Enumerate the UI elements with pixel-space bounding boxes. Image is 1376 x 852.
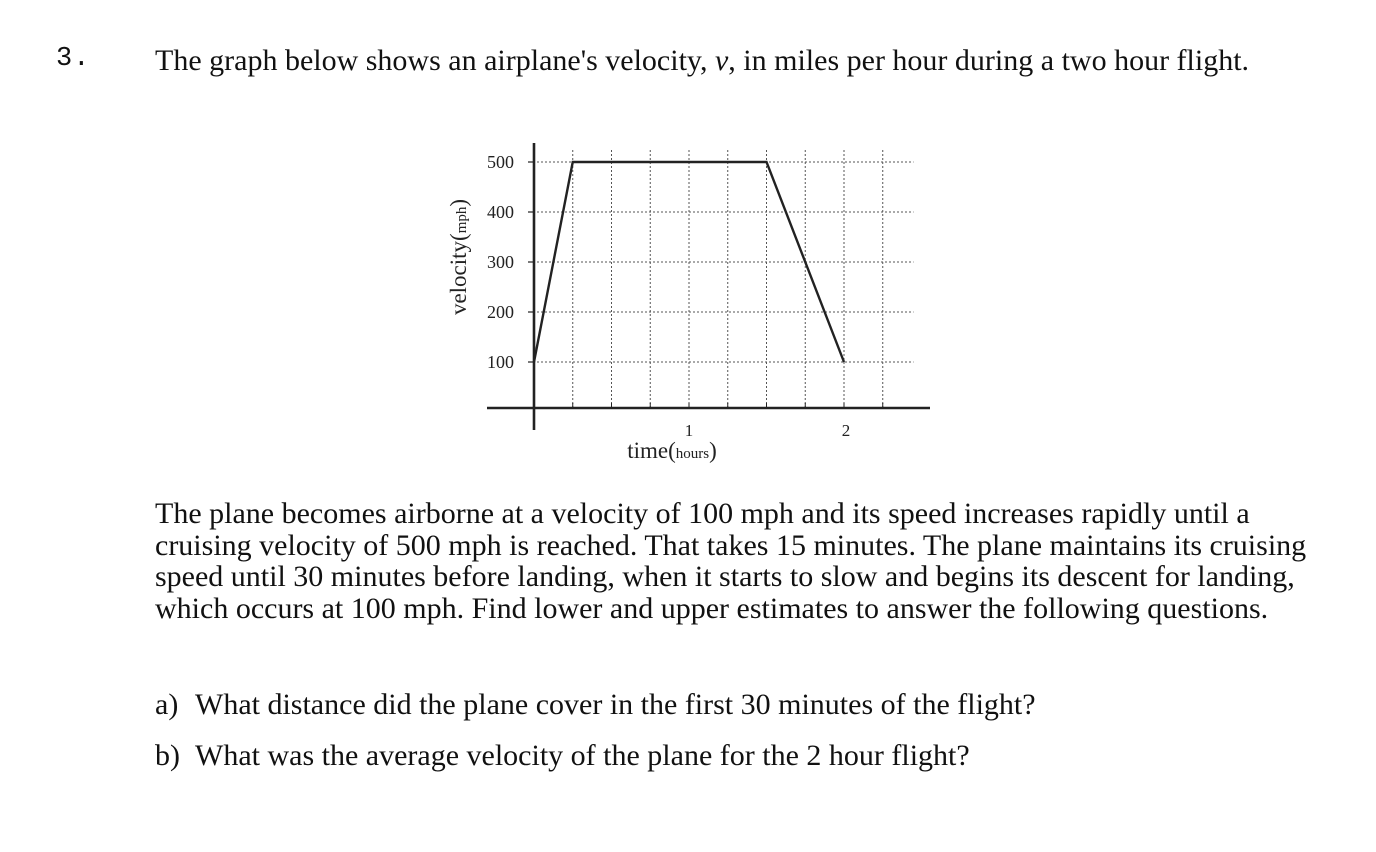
question-b-label: b) xyxy=(155,739,180,772)
intro-after: , in miles per hour during a two hour flight. xyxy=(728,44,1250,77)
x-tick-label-2: 2 xyxy=(841,421,851,440)
x-axis-label xyxy=(627,438,717,463)
y-axis-label-main: velocity xyxy=(446,240,471,316)
x-axis-paren-close: ) xyxy=(709,438,717,463)
x-axis-label-unit: hours xyxy=(675,446,710,462)
question-b xyxy=(155,740,970,772)
y-tick-label-500: 500 xyxy=(487,152,514,172)
y-tick-label-400: 400 xyxy=(487,202,514,222)
x-tick-label-1: 1 xyxy=(684,421,694,440)
question-a xyxy=(155,689,1036,721)
y-tick-label-300: 300 xyxy=(487,252,514,272)
velocity-graph xyxy=(440,135,930,470)
question-a-label: a) xyxy=(155,688,179,721)
x-axis-paren-open: ( xyxy=(668,438,676,463)
problem-number: 3. xyxy=(56,44,91,74)
y-axis-label xyxy=(446,199,471,315)
question-b-text: What was the average velocity of the plane for the 2 hour flight? xyxy=(195,739,970,772)
y-tick-label-100: 100 xyxy=(487,352,514,372)
intro-variable: v xyxy=(714,44,729,77)
problem-paragraph: The plane becomes airborne at a velocity of 100 mph and its speed increases rapidly until a cruising velocity of 500 mph is reached. That takes 15 minutes. The plane maintains its cruising speed until 30 minutes before landing, when it starts to slow and begins its descent for landing, which occurs at 100 mph. Find lower and upper estimates to answer the following questions. xyxy=(155,497,1307,625)
y-axis-paren-close: ) xyxy=(446,198,471,207)
y-axis-label-unit: mph xyxy=(454,206,470,234)
x-axis-label-main: time xyxy=(627,438,669,463)
y-tick-label-200: 200 xyxy=(487,302,514,322)
question-a-text: What distance did the plane cover in the first 30 minutes of the flight? xyxy=(195,688,1036,721)
intro-before: The graph below shows an airplane's velocity, xyxy=(155,44,715,77)
y-axis-paren-open: ( xyxy=(446,233,471,241)
problem-intro xyxy=(155,45,1275,76)
